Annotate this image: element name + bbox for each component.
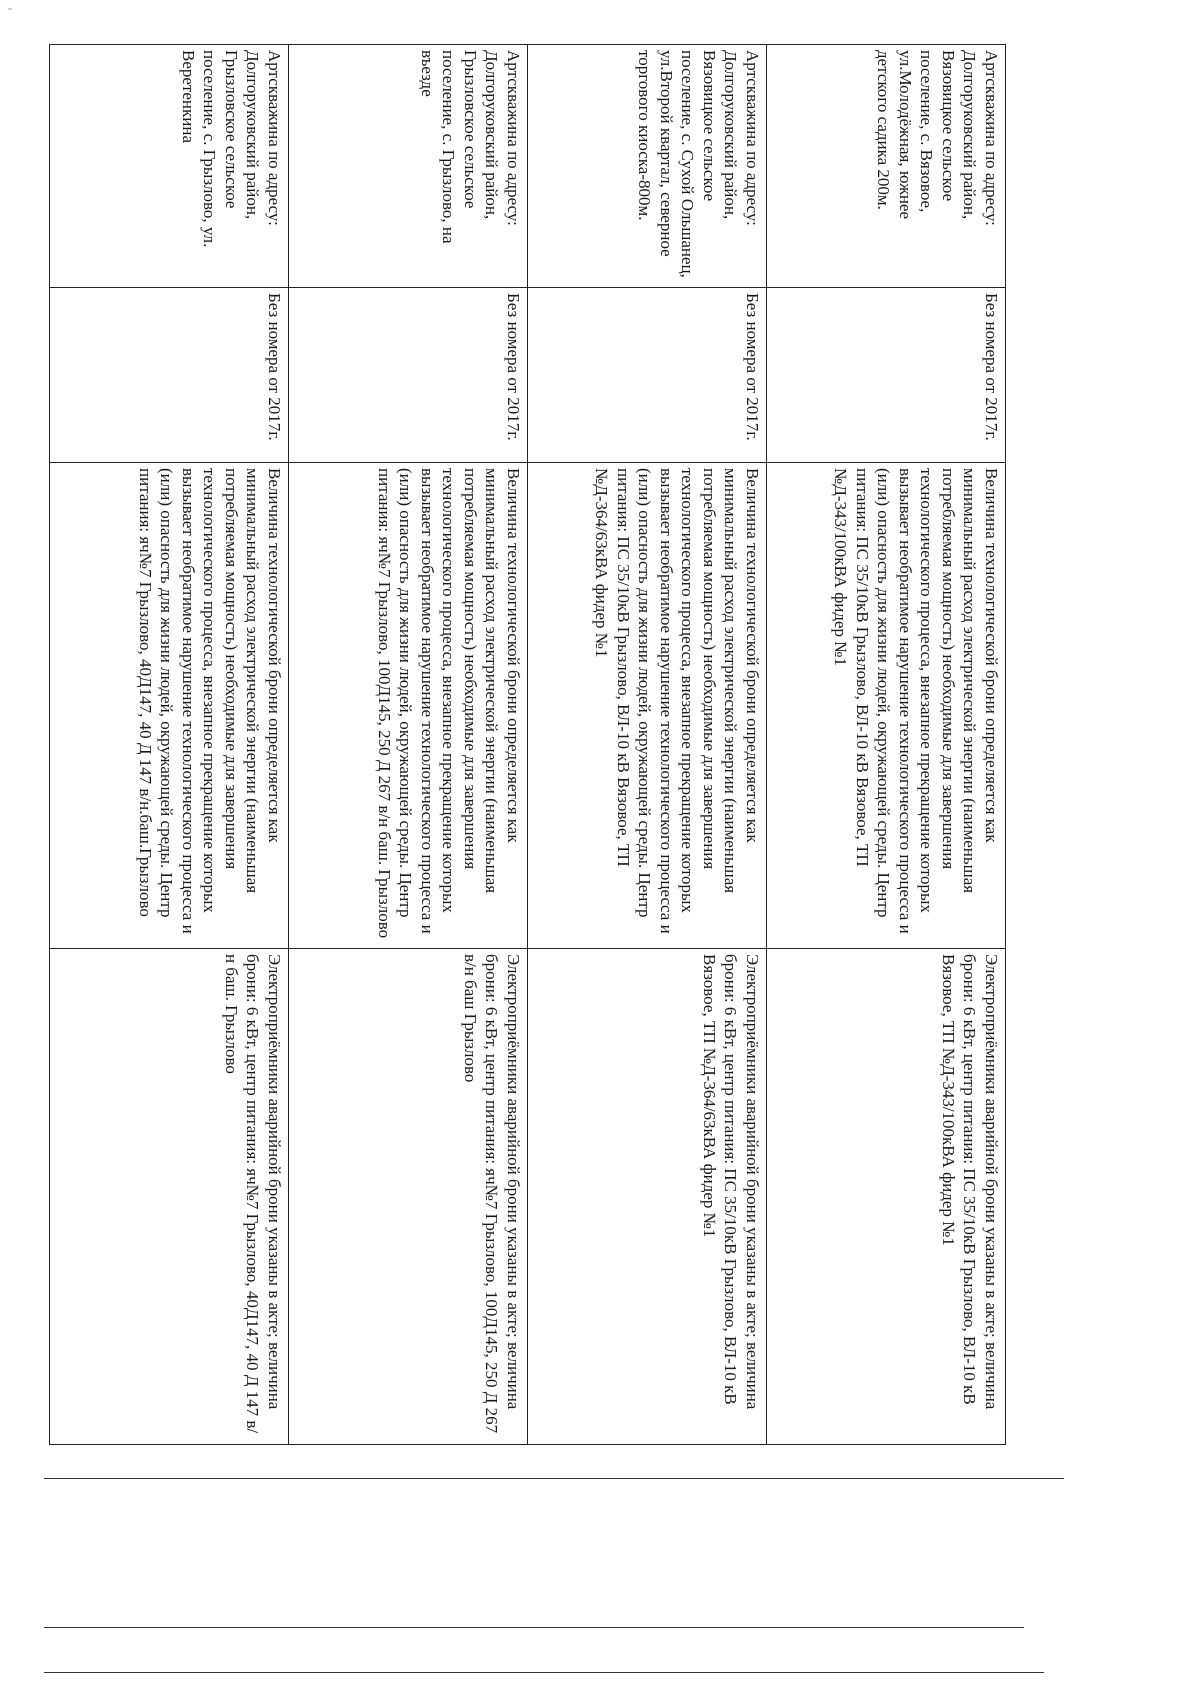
tech-reserve-cell: Величина технологической брони определяется как минимальный расход электрической энергии (наименьшая потребляемая мощность) необходимые для завершения технологического процесса, внезапное прекращение которых вызывает необратимое нарушение технологического процесса и (или) опасность для жизни людей, окружающей среды. Центр питания: яч№7 Грызлово, 100Д145, 250 Д 267 в/н баш. Грызлово bbox=[289, 463, 528, 949]
scan-artifact bbox=[8, 8, 12, 10]
object-address-cell: Артскважина по адресу: Долгоруковский район, Грызловское сельское поселение, с. Грызлово, ул. Веретенкина bbox=[50, 45, 289, 288]
tech-reserve-cell: Величина технологической брони определяется как минимальный расход электрической энергии (наименьшая потребляемая мощность) необходимые для завершения технологического процесса, внезапное прекращение которых вызывает необратимое нарушение технологического процесса и (или) опасность для жизни людей, окружающей среды. Центр питания: яч№7 Грызлово, 40Д147, 40 Д 147 в/н.баш.Грызлово bbox=[50, 463, 289, 949]
emergency-reserve-cell: Электроприёмники аварийной брони указаны в акте; величина брони: 6 кВт, центр питания: яч№7 Грызлово, 40Д147, 40 Д 147 в/н баш. Грызлово bbox=[50, 949, 289, 1445]
signature-line bbox=[44, 1627, 1024, 1628]
tech-reserve-cell: Величина технологической брони определяется как минимальный расход электрической энергии (наименьшая потребляемая мощность) необходимые для завершения технологического процесса, внезапное прекращение которых вызывает необратимое нарушение технологического процесса и (или) опасность для жизни людей, окружающей среды. Центр питания: ПС 35/10кВ Грызлово, ВЛ-10 кВ Вязовое, ТП №Д-364/63кВА фидер №1 bbox=[528, 463, 767, 949]
rotated-table-container bbox=[46, 44, 1006, 1444]
tech-reserve-cell: Величина технологической брони определяется как минимальный расход электрической энергии (наименьшая потребляемая мощность) необходимые для завершения технологического процесса, внезапное прекращение которых вызывает необратимое нарушение технологического процесса и (или) опасность для жизни людей, окружающей среды. Центр питания: ПС 35/10кВ Грызлово, ВЛ-10 кВ Вязовое, ТП №Д-343/100кВА фидер №1 bbox=[767, 463, 1006, 949]
act-number-cell: Без номера от 2017г. bbox=[767, 288, 1006, 463]
act-number-cell: Без номера от 2017г. bbox=[289, 288, 528, 463]
table-row bbox=[50, 45, 289, 1445]
table-row bbox=[289, 45, 528, 1445]
emergency-reserve-cell: Электроприёмники аварийной брони указаны в акте; величина брони: 6 кВт, центр питания: яч№7 Грызлово, 100Д145, 250 Д 267 в/н баш Грызлово bbox=[289, 949, 528, 1445]
object-address-cell: Артскважина по адресу: Долгоруковский район, Вязовицкое сельское поселение, с. Сухой Ольшанец, ул.Второй квартал, северное торгового киоска-800м. bbox=[528, 45, 767, 288]
emergency-reserve-cell: Электроприёмники аварийной брони указаны в акте; величина брони: 6 кВт, центр питания: ПС 35/10кВ Грызлово, ВЛ-10 кВ Вязовое, ТП №Д-364/63кВА фидер №1 bbox=[528, 949, 767, 1445]
signature-line bbox=[44, 1478, 1064, 1479]
object-address-cell: Артскважина по адресу: Долгоруковский район, Вязовицкое сельское поселение, с. Вязовое, ул.Молодёжная, южнее детского садика 200м. bbox=[767, 45, 1006, 288]
reserve-table bbox=[49, 44, 1006, 1445]
table-row bbox=[528, 45, 767, 1445]
act-number-cell: Без номера от 2017г. bbox=[50, 288, 289, 463]
emergency-reserve-cell: Электроприёмники аварийной брони указаны в акте; величина брони: 6 кВт, центр питания: ПС 35/10кВ Грызлово, ВЛ-10 кВ Вязовое, ТП №Д-343/100кВА фидер №1 bbox=[767, 949, 1006, 1445]
act-number-cell: Без номера от 2017г. bbox=[528, 288, 767, 463]
object-address-cell: Артскважина по адресу: Долгоруковский район, Грызловское сельское поселение, с. Грызлово, на въезде bbox=[289, 45, 528, 288]
table-row bbox=[767, 45, 1006, 1445]
signature-line bbox=[44, 1672, 1044, 1673]
